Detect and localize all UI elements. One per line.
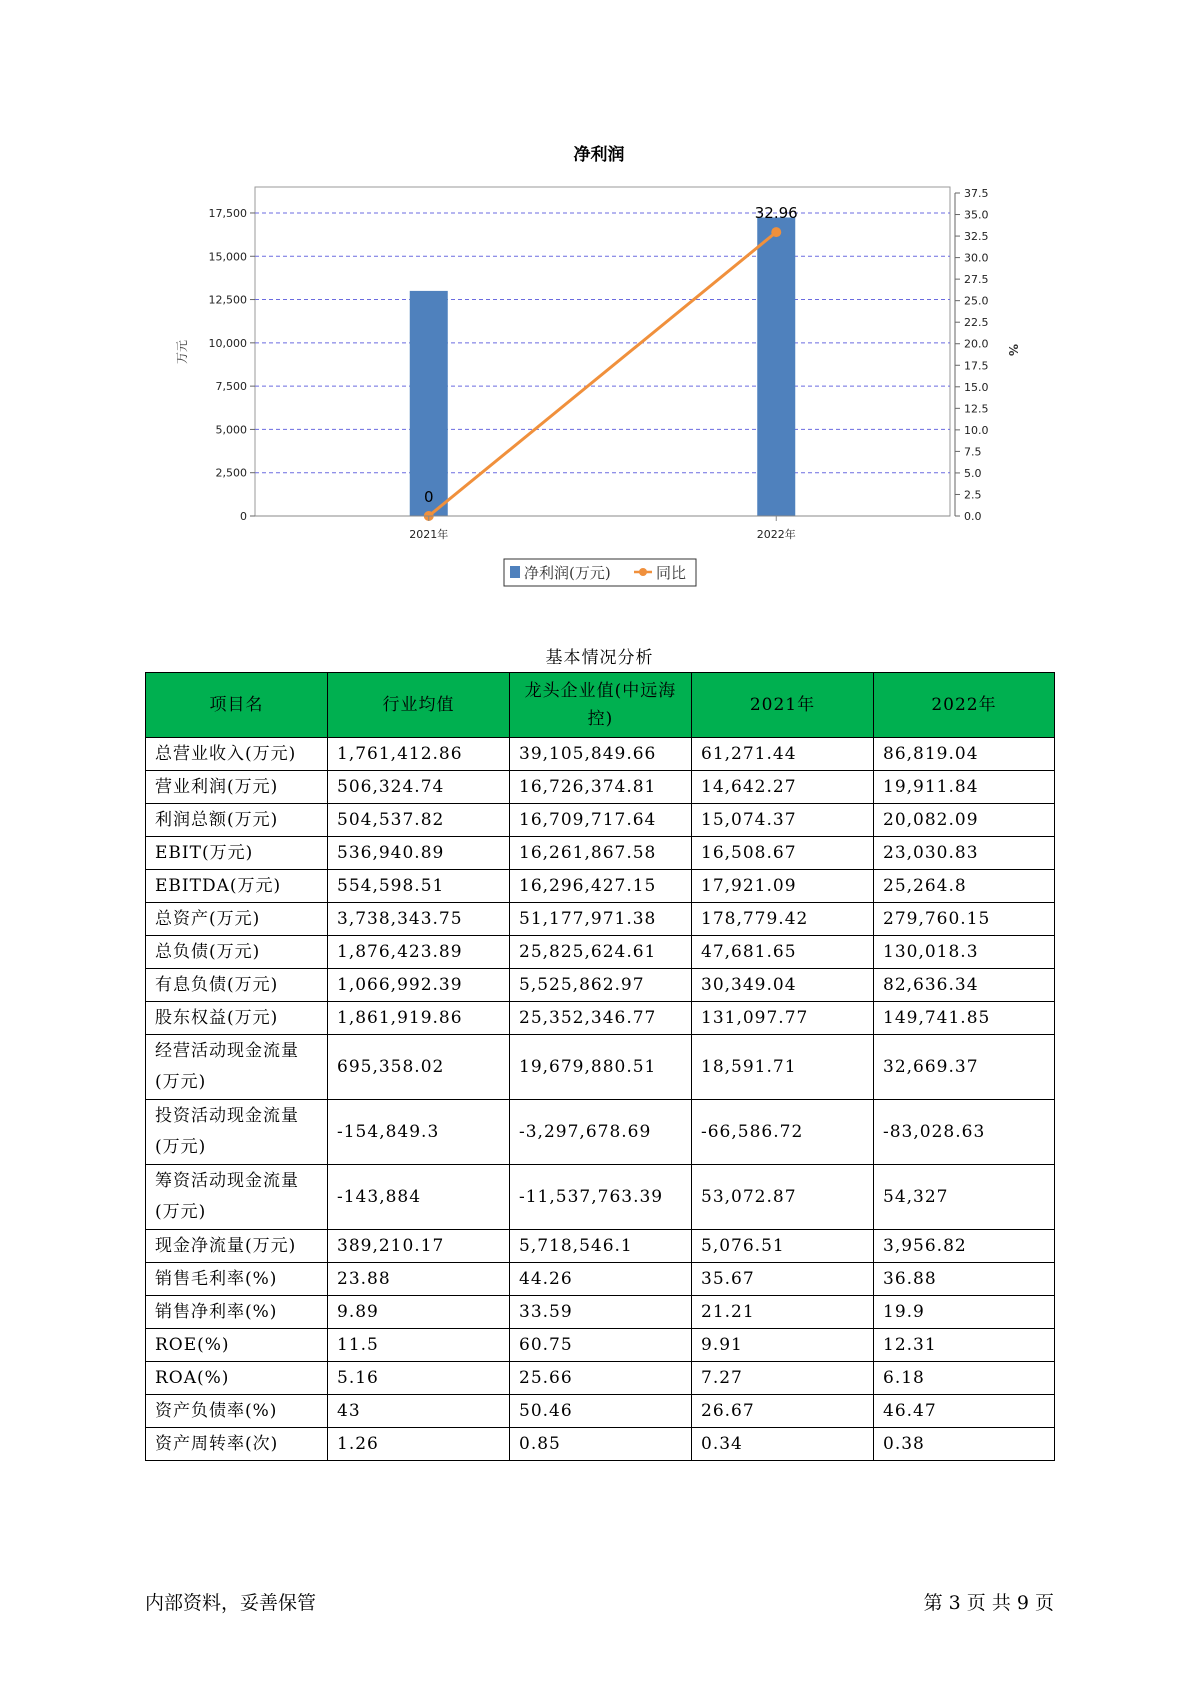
value-cell: 5,718,546.1: [510, 1230, 692, 1263]
y-tick-label: 7,500: [215, 380, 247, 394]
value-cell: 1,066,992.39: [328, 969, 510, 1002]
value-cell: 0.85: [510, 1428, 692, 1461]
row-label-cell: EBIT(万元): [146, 837, 328, 870]
value-cell: 16,261,867.58: [510, 837, 692, 870]
row-label-cell: EBITDA(万元): [146, 870, 328, 903]
row-label-cell: 股东权益(万元): [146, 1002, 328, 1035]
value-cell: 82,636.34: [874, 969, 1055, 1002]
row-label-cell: 总资产(万元): [146, 903, 328, 936]
value-cell: 1,761,412.86: [328, 738, 510, 771]
y2-tick-label: 37.5: [964, 187, 989, 200]
legend-bar-label: 净利润(万元): [524, 564, 611, 582]
table-row: [146, 738, 1055, 771]
header-2022: 2022年: [874, 673, 1055, 738]
x-tick-label: 2022年: [756, 528, 796, 541]
legend-line-marker: [639, 568, 647, 576]
row-label-cell: 利润总额(万元): [146, 804, 328, 837]
value-cell: 3,738,343.75: [328, 903, 510, 936]
y2-axis-label: %: [1006, 343, 1020, 357]
row-label-cell: 销售毛利率(%): [146, 1263, 328, 1296]
value-cell: 504,537.82: [328, 804, 510, 837]
y2-tick-label: 27.5: [964, 273, 989, 287]
row-label-cell: ROE(%): [146, 1329, 328, 1362]
value-cell: 5,525,862.97: [510, 969, 692, 1002]
value-cell: 695,358.02: [328, 1035, 510, 1100]
value-cell: 16,508.67: [692, 837, 874, 870]
table-caption: 基本情况分析: [545, 648, 654, 668]
y2-tick-label: 5.0: [964, 466, 982, 480]
value-cell: 21.21: [692, 1296, 874, 1329]
footer-confidential-note: 内部资料，妥善保管: [145, 1592, 317, 1614]
y2-tick-label: 15.0: [964, 380, 989, 394]
bar: [410, 291, 448, 516]
value-cell: 18,591.71: [692, 1035, 874, 1100]
value-cell: 178,779.42: [692, 903, 874, 936]
value-cell: 9.89: [328, 1296, 510, 1329]
y2-tick-label: 22.5: [964, 316, 989, 330]
value-cell: 26.67: [692, 1395, 874, 1428]
value-cell: 43: [328, 1395, 510, 1428]
value-cell: 61,271.44: [692, 738, 874, 771]
y2-tick-label: 12.5: [964, 402, 989, 416]
value-cell: 16,726,374.81: [510, 771, 692, 804]
value-cell: 44.26: [510, 1263, 692, 1296]
value-cell: -66,586.72: [692, 1100, 874, 1165]
value-cell: 16,709,717.64: [510, 804, 692, 837]
value-cell: 9.91: [692, 1329, 874, 1362]
x-axis: [255, 516, 950, 541]
y-axis-label: 万元: [175, 339, 189, 365]
net-profit-chart: [0, 0, 1191, 620]
value-cell: 36.88: [874, 1263, 1055, 1296]
value-cell: 25,825,624.61: [510, 936, 692, 969]
value-cell: 536,940.89: [328, 837, 510, 870]
y-tick-label: 5,000: [215, 423, 247, 437]
value-cell: 0.38: [874, 1428, 1055, 1461]
bar: [757, 217, 795, 516]
legend: [504, 559, 696, 586]
value-cell: 25.66: [510, 1362, 692, 1395]
table-row: [146, 936, 1055, 969]
legend-bar-swatch: [510, 566, 520, 578]
value-cell: 33.59: [510, 1296, 692, 1329]
row-label-cell: 筹资活动现金流量(万元): [146, 1165, 328, 1230]
value-cell: 35.67: [692, 1263, 874, 1296]
table-header-row: [146, 673, 1055, 738]
row-label-cell: 总营业收入(万元): [146, 738, 328, 771]
table-row: [146, 1100, 1055, 1165]
table-row: [146, 1035, 1055, 1100]
y2-tick-label: 35.0: [964, 208, 989, 222]
y-tick-label: 0: [240, 510, 247, 523]
y2-tick-label: 32.5: [964, 230, 989, 244]
line-point: [771, 227, 781, 237]
value-cell: 86,819.04: [874, 738, 1055, 771]
table-row: [146, 1230, 1055, 1263]
value-cell: 389,210.17: [328, 1230, 510, 1263]
data-label: 32.96: [754, 204, 798, 223]
value-cell: 12.31: [874, 1329, 1055, 1362]
table-row: [146, 903, 1055, 936]
x-tick-label: 2021年: [409, 528, 449, 541]
table-row: [146, 771, 1055, 804]
value-cell: 7.27: [692, 1362, 874, 1395]
value-cell: 149,741.85: [874, 1002, 1055, 1035]
y2-tick-label: 2.5: [964, 488, 982, 502]
plot-area: [255, 187, 950, 516]
table-row: [146, 804, 1055, 837]
row-label-cell: 有息负债(万元): [146, 969, 328, 1002]
value-cell: -11,537,763.39: [510, 1165, 692, 1230]
value-cell: 17,921.09: [692, 870, 874, 903]
table-row: [146, 1362, 1055, 1395]
table-row: [146, 1002, 1055, 1035]
value-cell: 3,956.82: [874, 1230, 1055, 1263]
table-row: [146, 969, 1055, 1002]
row-label-cell: 资产负债率(%): [146, 1395, 328, 1428]
value-cell: 130,018.3: [874, 936, 1055, 969]
value-cell: -154,849.3: [328, 1100, 510, 1165]
footer-page-number: 第 3 页 共 9 页: [923, 1592, 1054, 1614]
value-cell: 46.47: [874, 1395, 1055, 1428]
legend-line-label: 同比: [656, 564, 687, 582]
table-row: [146, 1395, 1055, 1428]
value-cell: 53,072.87: [692, 1165, 874, 1230]
value-cell: 554,598.51: [328, 870, 510, 903]
value-cell: 23,030.83: [874, 837, 1055, 870]
value-cell: 506,324.74: [328, 771, 510, 804]
value-cell: 19,679,880.51: [510, 1035, 692, 1100]
value-cell: 5,076.51: [692, 1230, 874, 1263]
value-cell: 60.75: [510, 1329, 692, 1362]
header-industry-avg: 行业均值: [328, 673, 510, 738]
value-cell: 15,074.37: [692, 804, 874, 837]
value-cell: 1.26: [328, 1428, 510, 1461]
y-tick-label: 17,500: [208, 206, 247, 220]
value-cell: 32,669.37: [874, 1035, 1055, 1100]
value-cell: 39,105,849.66: [510, 738, 692, 771]
right-axis: [955, 187, 989, 523]
table-body: [146, 738, 1055, 1461]
value-cell: 19,911.84: [874, 771, 1055, 804]
value-cell: 0.34: [692, 1428, 874, 1461]
value-cell: 51,177,971.38: [510, 903, 692, 936]
y2-tick-label: 10.0: [964, 423, 989, 437]
value-cell: 1,861,919.86: [328, 1002, 510, 1035]
value-cell: 30,349.04: [692, 969, 874, 1002]
y2-tick-label: 0.0: [964, 510, 982, 523]
y-tick-label: 2,500: [215, 466, 247, 480]
row-label-cell: 投资活动现金流量(万元): [146, 1100, 328, 1165]
row-label-cell: 总负债(万元): [146, 936, 328, 969]
value-cell: 14,642.27: [692, 771, 874, 804]
row-label-cell: 现金净流量(万元): [146, 1230, 328, 1263]
row-label-cell: 资产周转率(次): [146, 1428, 328, 1461]
y-tick-label: 12,500: [208, 293, 247, 307]
table-row: [146, 1165, 1055, 1230]
row-label-cell: 经营活动现金流量(万元): [146, 1035, 328, 1100]
value-cell: 25,352,346.77: [510, 1002, 692, 1035]
value-cell: 19.9: [874, 1296, 1055, 1329]
row-label-cell: 销售净利率(%): [146, 1296, 328, 1329]
value-cell: 25,264.8: [874, 870, 1055, 903]
y2-tick-label: 30.0: [964, 251, 989, 265]
table-row: [146, 1296, 1055, 1329]
value-cell: -83,028.63: [874, 1100, 1055, 1165]
value-cell: 131,097.77: [692, 1002, 874, 1035]
value-cell: 47,681.65: [692, 936, 874, 969]
row-label-cell: 营业利润(万元): [146, 771, 328, 804]
value-cell: 1,876,423.89: [328, 936, 510, 969]
header-item-name: 项目名: [146, 673, 328, 738]
value-cell: 23.88: [328, 1263, 510, 1296]
value-cell: 50.46: [510, 1395, 692, 1428]
basic-analysis-table: [145, 672, 1055, 1461]
y2-tick-label: 17.5: [964, 359, 989, 373]
y2-tick-label: 25.0: [964, 294, 989, 308]
value-cell: 5.16: [328, 1362, 510, 1395]
row-label-cell: ROA(%): [146, 1362, 328, 1395]
table-row: [146, 1428, 1055, 1461]
y2-tick-label: 20.0: [964, 337, 989, 351]
y2-tick-label: 7.5: [964, 445, 982, 459]
value-cell: 6.18: [874, 1362, 1055, 1395]
value-cell: 279,760.15: [874, 903, 1055, 936]
y-tick-label: 10,000: [208, 336, 247, 350]
value-cell: -143,884: [328, 1165, 510, 1230]
value-cell: 54,327: [874, 1165, 1055, 1230]
left-axis: [209, 207, 256, 523]
header-leader-value: 龙头企业值(中远海控): [510, 673, 692, 738]
y-tick-label: 15,000: [208, 250, 247, 264]
table-row: [146, 1329, 1055, 1362]
table-row: [146, 837, 1055, 870]
value-cell: 11.5: [328, 1329, 510, 1362]
value-cell: -3,297,678.69: [510, 1100, 692, 1165]
chart-title: 净利润: [573, 145, 625, 165]
table-row: [146, 1263, 1055, 1296]
value-cell: 20,082.09: [874, 804, 1055, 837]
value-cell: 16,296,427.15: [510, 870, 692, 903]
data-label: 0: [423, 488, 434, 506]
header-2021: 2021年: [692, 673, 874, 738]
table-row: [146, 870, 1055, 903]
